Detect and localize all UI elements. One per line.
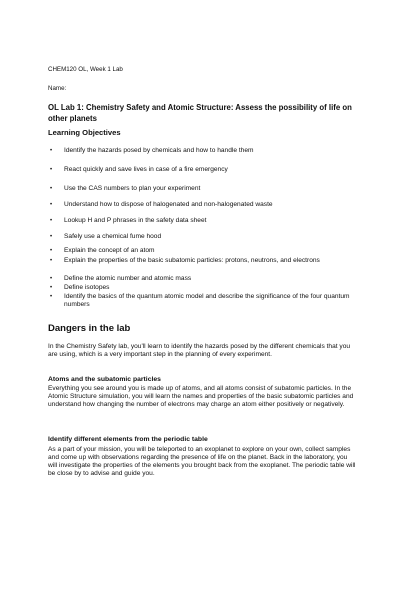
bullet-icon: • xyxy=(50,258,53,264)
bullet-icon: • xyxy=(50,202,53,208)
list-item: • Define isotopes xyxy=(50,284,110,291)
course-header: CHEM120 OL, Week 1 Lab xyxy=(48,66,123,73)
list-item: • Identify the hazards posed by chemicals and how to handle them xyxy=(50,147,254,154)
name-label: Name: xyxy=(48,85,67,92)
bullet-icon: • xyxy=(50,294,53,300)
atoms-text: Everything you see around you is made up of atoms, and all atoms consist of subatomic particles. In the Atomic Structure simulation, you will learn the names and properties of the basic subatomic particles and understand how changing the number of electrons may charge an atom either positively or negatively. xyxy=(48,385,354,408)
bullet-icon: • xyxy=(50,248,53,254)
atoms-heading: Atoms and the subatomic particles xyxy=(48,376,161,383)
dangers-intro: In the Chemistry Safety lab, you'll learn to identify the hazards posed by the different chemicals that you are using, which is a very important step in the planning of every experiment. xyxy=(48,343,351,358)
list-item: • Explain the properties of the basic subatomic particles: protons, neutrons, and electrons xyxy=(50,257,320,264)
list-item: • Understand how to dispose of halogenated and non-halogenated waste xyxy=(50,201,273,208)
learning-objectives-heading: Learning Objectives xyxy=(48,128,121,137)
list-item: • Lookup H and P phrases in the safety data sheet xyxy=(50,217,207,224)
lab-title: OL Lab 1: Chemistry Safety and Atomic Structure: Assess the possibility of life on other planets xyxy=(48,103,352,123)
bullet-icon: • xyxy=(50,285,53,291)
dangers-heading: Dangers in the lab xyxy=(48,323,131,334)
list-item: • Safely use a chemical fume hood xyxy=(50,233,162,240)
list-item: • Identify the basics of the quantum atomic model and describe the significance of the four quantum numbers xyxy=(50,293,350,308)
bullet-icon: • xyxy=(50,218,53,224)
bullet-icon: • xyxy=(50,234,53,240)
list-item: • Define the atomic number and atomic mass xyxy=(50,275,192,282)
elements-heading: Identify different elements from the periodic table xyxy=(48,436,208,443)
elements-text: As a part of your mission, you will be teleported to an exoplanet to explore on your own, collect samples and come up with observations regarding the presence of life on the planet. Back in the laboratory, you will investigate the properties of the elements you brought back from the exoplanet. The periodic table will be close by to advise and guide you. xyxy=(48,446,356,477)
bullet-icon: • xyxy=(50,276,53,282)
bullet-icon: • xyxy=(50,186,53,192)
list-item: • Explain the concept of an atom xyxy=(50,247,155,254)
bullet-icon: • xyxy=(50,167,53,173)
list-item: • React quickly and save lives in case of a fire emergency xyxy=(50,166,228,173)
bullet-icon: • xyxy=(50,148,53,154)
list-item: • Use the CAS numbers to plan your experiment xyxy=(50,185,201,192)
